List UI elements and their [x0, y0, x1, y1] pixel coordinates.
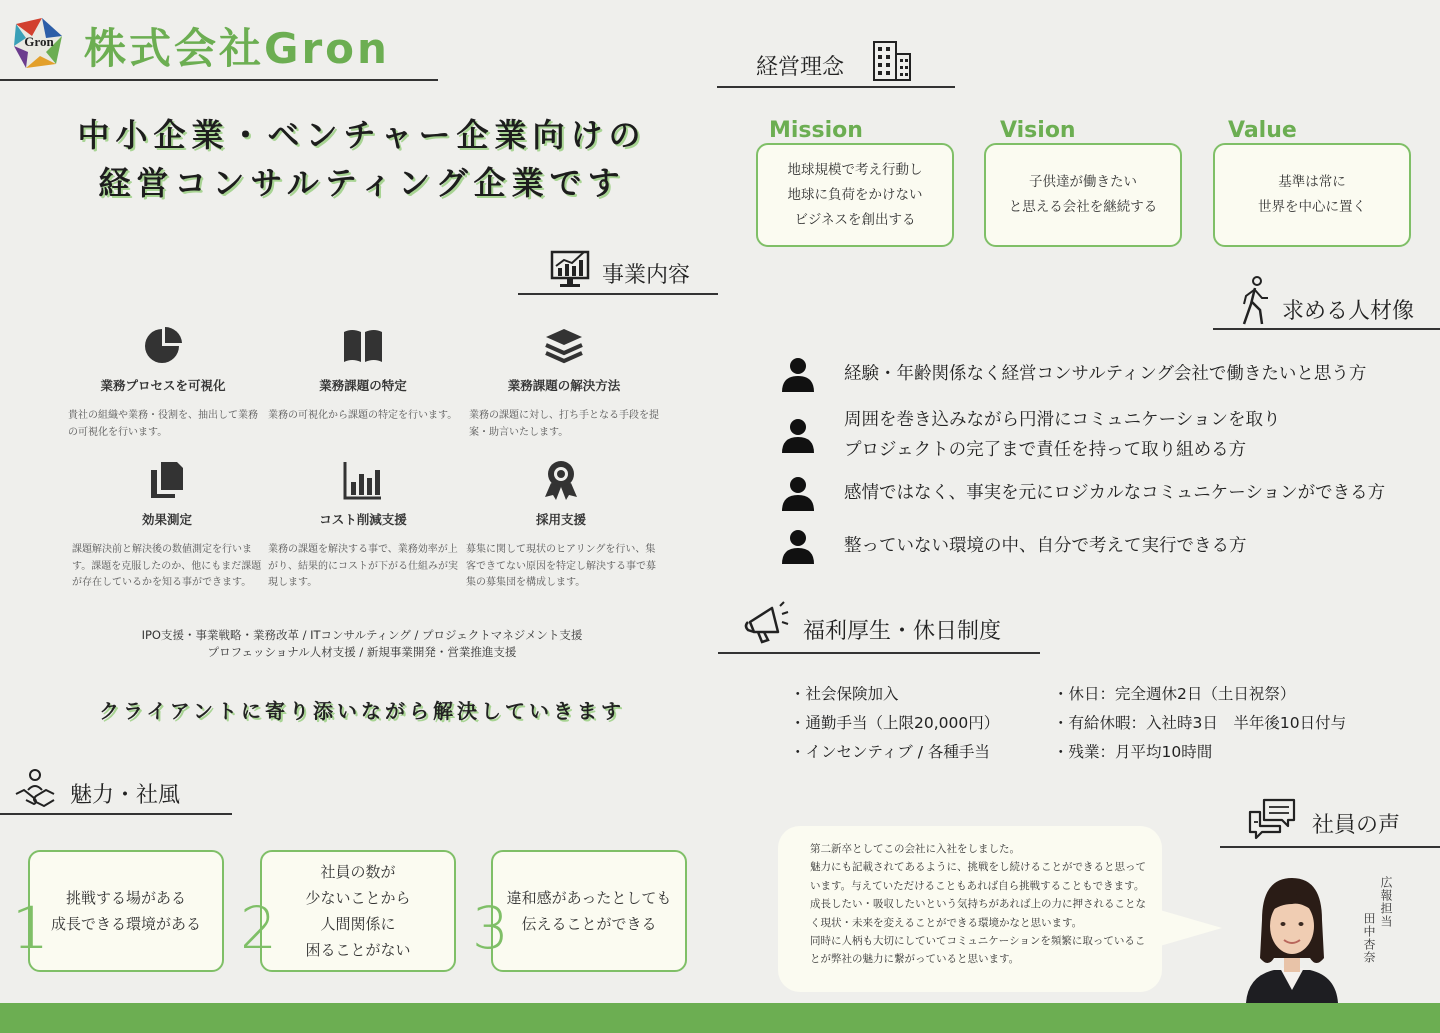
walking-person-icon [1238, 276, 1272, 332]
feature-name: 業務プロセスを可視化 [100, 378, 226, 393]
voice-paragraph: 魅力にも記載されてあるように、挑戦をし続けることができると思っています。与えていただけることもあれば自ら挑戦することもできます。 [810, 861, 1146, 892]
feature-cost-reduction [268, 460, 458, 592]
ideal-person-item [780, 405, 1280, 465]
feature-name: 効果測定 [141, 512, 192, 527]
feature-desc: 業務の可視化から課題の特定を行います。 [268, 410, 458, 421]
feature-issue-identification [268, 326, 458, 425]
feature-desc: 課題解決前と解決後の数値測定を行います。課題を克服したのか、他にもまだ課題が存在しているかを知る事ができます。 [72, 544, 262, 588]
vision-box: 子供達が働きたい と思える会社を継続する [984, 143, 1182, 247]
hero-line-2: 経営コンサルティング企業です [98, 164, 626, 202]
appeal-number-2: 2 [240, 894, 277, 962]
appeal-title: 魅力・社風 [70, 783, 181, 808]
value-box: 基準は常に 世界を中心に置く [1213, 143, 1411, 247]
benefit-item: ・休日：完全週休2日（土日祝祭） [1053, 685, 1296, 703]
appeal-divider [0, 813, 232, 815]
appeal-number-3: 3 [472, 894, 509, 962]
voice-divider [1220, 846, 1440, 848]
appeal-card-3: 違和感があったとしても 伝えることができる [491, 850, 687, 972]
header-divider [0, 79, 438, 81]
voice-paragraph: 第二新卒としてこの会社に入社をしました。 [810, 843, 1020, 855]
closing-message: クライアントに寄り添いながら解決していきます [99, 699, 625, 723]
ideal-person-text: 感情ではなく、事実を元にロジカルなコミュニケーションができる方 [844, 483, 1386, 503]
footer-bar [0, 1003, 1440, 1033]
appeal-card-2: 社員の数が 少ないことから 人間関係に 困ることがない [260, 850, 456, 972]
megaphone-icon [744, 600, 792, 650]
ideal-person-item [780, 528, 1247, 564]
bar-chart-icon [268, 460, 458, 500]
person-icon [780, 417, 816, 453]
benefit-item: ・有給休暇：入社時3日 半年後10日付与 [1053, 714, 1347, 732]
bubble-tail [1160, 910, 1222, 946]
ideal-person-item [780, 356, 1366, 392]
logo-text: Gron [24, 34, 54, 49]
benefit-item: ・通勤手当（上限20,000円） [790, 714, 1000, 732]
benefit-item: ・インセンティブ / 各種手当 [790, 743, 990, 761]
ideal-person-title: 求める人材像 [1282, 299, 1415, 324]
ideal-person-text: 経験・年齢関係なく経営コンサルティング会社で働きたいと思う方 [844, 364, 1367, 384]
feature-effect-measurement [72, 460, 262, 592]
business-divider [518, 293, 718, 295]
employee-role: 広報担当 [1379, 876, 1393, 928]
company-logo [12, 16, 66, 70]
benefits-title: 福利厚生・休日制度 [803, 619, 1002, 644]
feature-name: 業務課題の特定 [319, 378, 407, 393]
mission-box: 地球規模で考え行動し 地球に負荷をかけない ビジネスを創出する [756, 143, 954, 247]
ideal-person-text: 整っていない環境の中、自分で考えて実行できる方 [844, 536, 1247, 556]
ideal-person-text: 周囲を巻き込みながら円滑にコミュニケーションを取り プロジェクトの完了まで責任を持って取り組める方 [844, 410, 1281, 460]
voice-paragraph: 成長したい・吸収したいという気持ちがあれば上の力に押されることなく現状・未来を変えることができる環境かなと思います。 [810, 898, 1146, 929]
value-label: Value [1228, 118, 1297, 143]
person-icon [780, 475, 816, 511]
person-icon [780, 356, 816, 392]
philosophy-title: 経営理念 [756, 55, 845, 80]
voice-title: 社員の声 [1312, 813, 1401, 838]
feature-desc: 業務の課題を解決する事で、業務効率が上がり、結果的にコストが下がる仕組みが実現します。 [268, 544, 458, 588]
vision-label: Vision [1000, 118, 1076, 143]
feature-recruiting-support [466, 460, 656, 592]
business-title: 事業内容 [602, 263, 691, 288]
voice-paragraph: 同時に人柄も大切にしていてコミュニケーションを頻繁に取っていることが弊社の魅力に繋がっていると思います。 [810, 935, 1146, 966]
feature-name: 業務課題の解決方法 [507, 378, 621, 393]
business-icon [550, 248, 590, 294]
appeal-number-1: 1 [12, 894, 49, 962]
mission-label: Mission [769, 118, 863, 143]
services-line-2: プロフェッショナル人材支援 / 新規事業開発・営業推進支援 [207, 645, 517, 659]
feature-name: コスト削減支援 [319, 512, 407, 527]
benefit-item: ・残業：月平均10時間 [1053, 743, 1213, 761]
employee-name: 田中杏奈 [1362, 912, 1376, 964]
benefits-divider [718, 652, 1040, 654]
feature-desc: 募集に関して現状のヒアリングを行い、集客できてない原因を特定し解決する事で募集の募集団を構成します。 [466, 544, 656, 588]
company-name: 株式会社Gron [84, 24, 390, 73]
hero-line-1: 中小企業・ベンチャー企業向けの [77, 116, 647, 154]
benefit-item: ・社会保険加入 [790, 685, 899, 703]
appeal-card-1: 挑戦する場がある 成長できる環境がある [28, 850, 224, 972]
award-icon [466, 460, 656, 500]
book-icon [268, 326, 458, 366]
services-line-1: IPO支援・事業戦略・業務改革 / ITコンサルティング / プロジェクトマネジメント支援 [141, 628, 583, 642]
feature-name: 採用支援 [535, 512, 586, 527]
building-icon [872, 40, 912, 86]
feature-desc: 業務の課題に対し、打ち手となる手段を提案・助言いたします。 [469, 410, 659, 438]
feature-process-visualization [68, 326, 258, 441]
employee-photo [1228, 872, 1356, 1007]
person-icon [780, 528, 816, 564]
philosophy-divider [717, 86, 955, 88]
documents-icon [72, 460, 262, 500]
chat-bubbles-icon [1248, 798, 1296, 846]
handshake-icon [14, 768, 56, 814]
ideal-person-item [780, 475, 1385, 511]
layers-icon [469, 326, 659, 366]
feature-desc: 貴社の組織や業務・役割を、抽出して業務の可視化を行います。 [68, 410, 258, 438]
employee-voice-bubble [778, 826, 1162, 992]
feature-solution-method [469, 326, 659, 441]
pie-chart-icon [68, 326, 258, 366]
ideal-person-divider [1213, 328, 1440, 330]
